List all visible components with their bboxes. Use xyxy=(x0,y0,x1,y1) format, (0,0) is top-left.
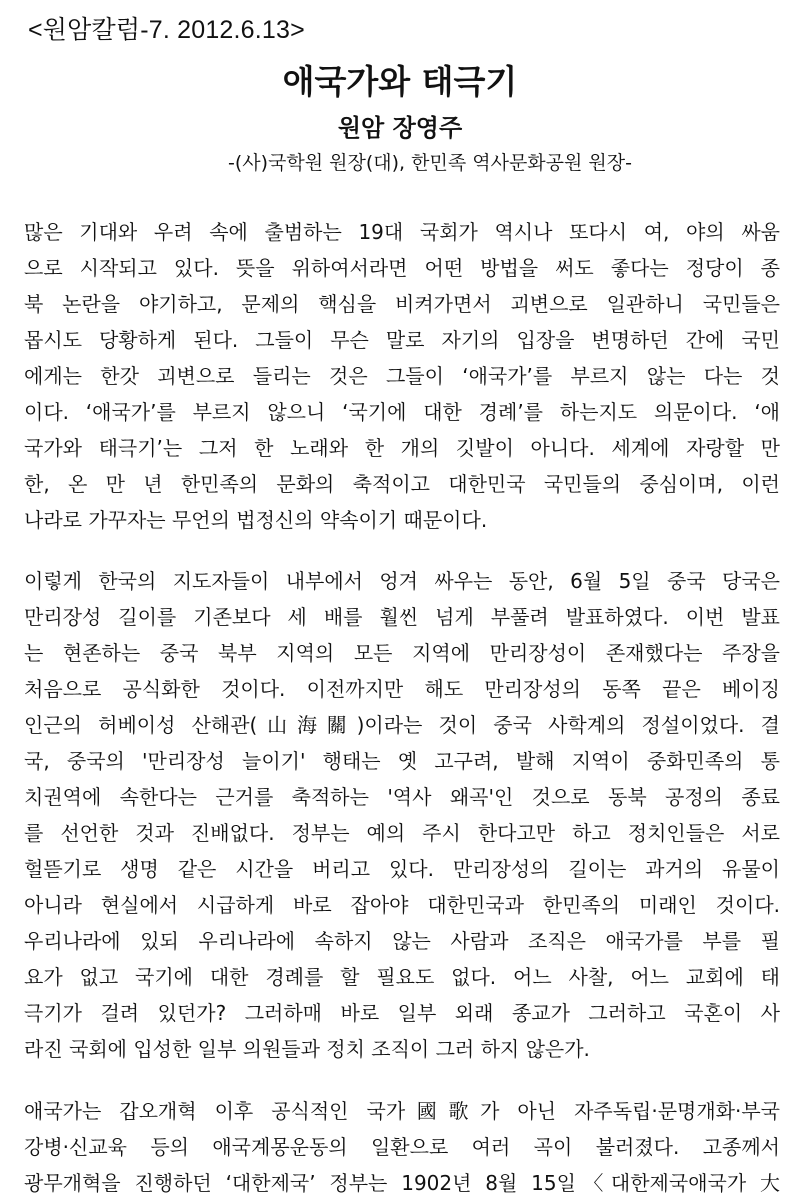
paragraph-line: 는 현존하는 중국 북부 지역의 모든 지역에 만리장성이 존재했다는 주장을 xyxy=(24,641,780,665)
page-title: 애국가와 태극기 xyxy=(282,62,518,101)
paragraph-line: 한, 온 만 년 한민족의 문화의 축적이고 대한민국 국민들의 중심이며, 이런 xyxy=(24,472,780,496)
paragraph-line: 만리장성 길이를 기존보다 세 배를 훨씬 넘게 부풀려 발표하였다. 이번 발표 xyxy=(24,605,780,629)
author-name: 원암 장영주 xyxy=(337,114,463,142)
author-affiliation: -(사)국학원 원장(대), 한민족 역사문화공원 원장- xyxy=(228,152,632,174)
paragraph-line: 으로 시작되고 있다. 뜻을 위하여서라면 어떤 방법을 써도 좋다는 정당이 종 xyxy=(24,256,780,280)
paragraph-line: 강병·신교육 등의 애국계몽운동의 일환으로 여러 곡이 불러졌다. 고종께서 xyxy=(24,1135,780,1159)
paragraph-line: 국, 중국의 '만리장성 늘이기' 행태는 옛 고구려, 발해 지역이 중화민족의 통 xyxy=(24,749,780,773)
paragraph-line: 헐뜯기로 생명 같은 시간을 버리고 있다. 만리장성의 길이는 과거의 유물이 xyxy=(24,857,780,881)
paragraph-line: 애국가는 갑오개혁 이후 공식적인 국가國歌가 아닌 자주독립·문명개화·부국 xyxy=(24,1099,780,1123)
paragraph-line: 국가와 태극기’는 그저 한 노래와 한 개의 깃발이 아니다. 세계에 자랑할 만 xyxy=(24,436,780,460)
paragraph-3 xyxy=(24,1093,780,1201)
paragraph-line: 이렇게 한국의 지도자들이 내부에서 엉겨 싸우는 동안, 6월 5일 중국 당국은 xyxy=(24,569,780,593)
paragraph-line: 우리나라에 있되 우리나라에 속하지 않는 사람과 조직은 애국가를 부를 필 xyxy=(24,929,780,953)
paragraph-line: 에게는 한갓 괴변으로 들리는 것은 그들이 ‘애국가’를 부르지 않는 다는 것 xyxy=(24,364,780,388)
paragraph-line: 를 선언한 것과 진배없다. 정부는 예의 주시 한다고만 하고 정치인들은 서로 xyxy=(24,821,780,845)
paragraph-line: 이다. ‘애국가’를 부르지 않으니 ‘국기에 대한 경례’를 하는지도 의문이다. ‘애 xyxy=(24,400,780,424)
paragraph-line: 몹시도 당황하게 된다. 그들이 무슨 말로 자기의 입장을 변명하던 간에 국민 xyxy=(24,328,780,352)
paragraph-line: 북 논란을 야기하고, 문제의 핵심을 비켜가면서 괴변으로 일관하니 국민들은 xyxy=(24,292,780,316)
paragraph-line: 라진 국회에 입성한 일부 의원들과 정치 조직이 그러 하지 않은가. xyxy=(24,1037,590,1061)
paragraph-2 xyxy=(24,563,780,1067)
paragraph-1 xyxy=(24,214,780,538)
paragraph-line: 극기가 걸려 있던가? 그러하매 바로 일부 외래 종교가 그러하고 국혼이 사 xyxy=(24,1001,780,1025)
paragraph-line: 요가 없고 국기에 대한 경례를 할 필요도 없다. 어느 사찰, 어느 교회에 태 xyxy=(24,965,780,989)
column-tag: <원암칼럼-7. 2012.6.13> xyxy=(28,16,305,44)
paragraph-line: 많은 기대와 우려 속에 출범하는 19대 국회가 역시나 또다시 여, 야의 싸움 xyxy=(24,220,780,244)
paragraph-line: 처음으로 공식화한 것이다. 이전까지만 해도 만리장성의 동쪽 끝은 베이징 xyxy=(24,677,780,701)
paragraph-line: 인근의 허베이성 산해관(山海關)이라는 것이 중국 사학계의 정설이었다. 결 xyxy=(24,713,780,737)
paragraph-line: 나라로 가꾸자는 무언의 법정신의 약속이기 때문이다. xyxy=(24,508,488,532)
paragraph-line: 아니라 현실에서 시급하게 바로 잡아야 대한민국과 한민족의 미래인 것이다. xyxy=(24,893,780,917)
paragraph-line: 광무개혁을 진행하던 ‘대한제국’ 정부는 1902년 8월 15일〈대한제국애국가 大 xyxy=(24,1171,780,1195)
paragraph-line: 치권역에 속한다는 근거를 축적하는 '역사 왜곡'인 것으로 동북 공정의 종료 xyxy=(24,785,780,809)
